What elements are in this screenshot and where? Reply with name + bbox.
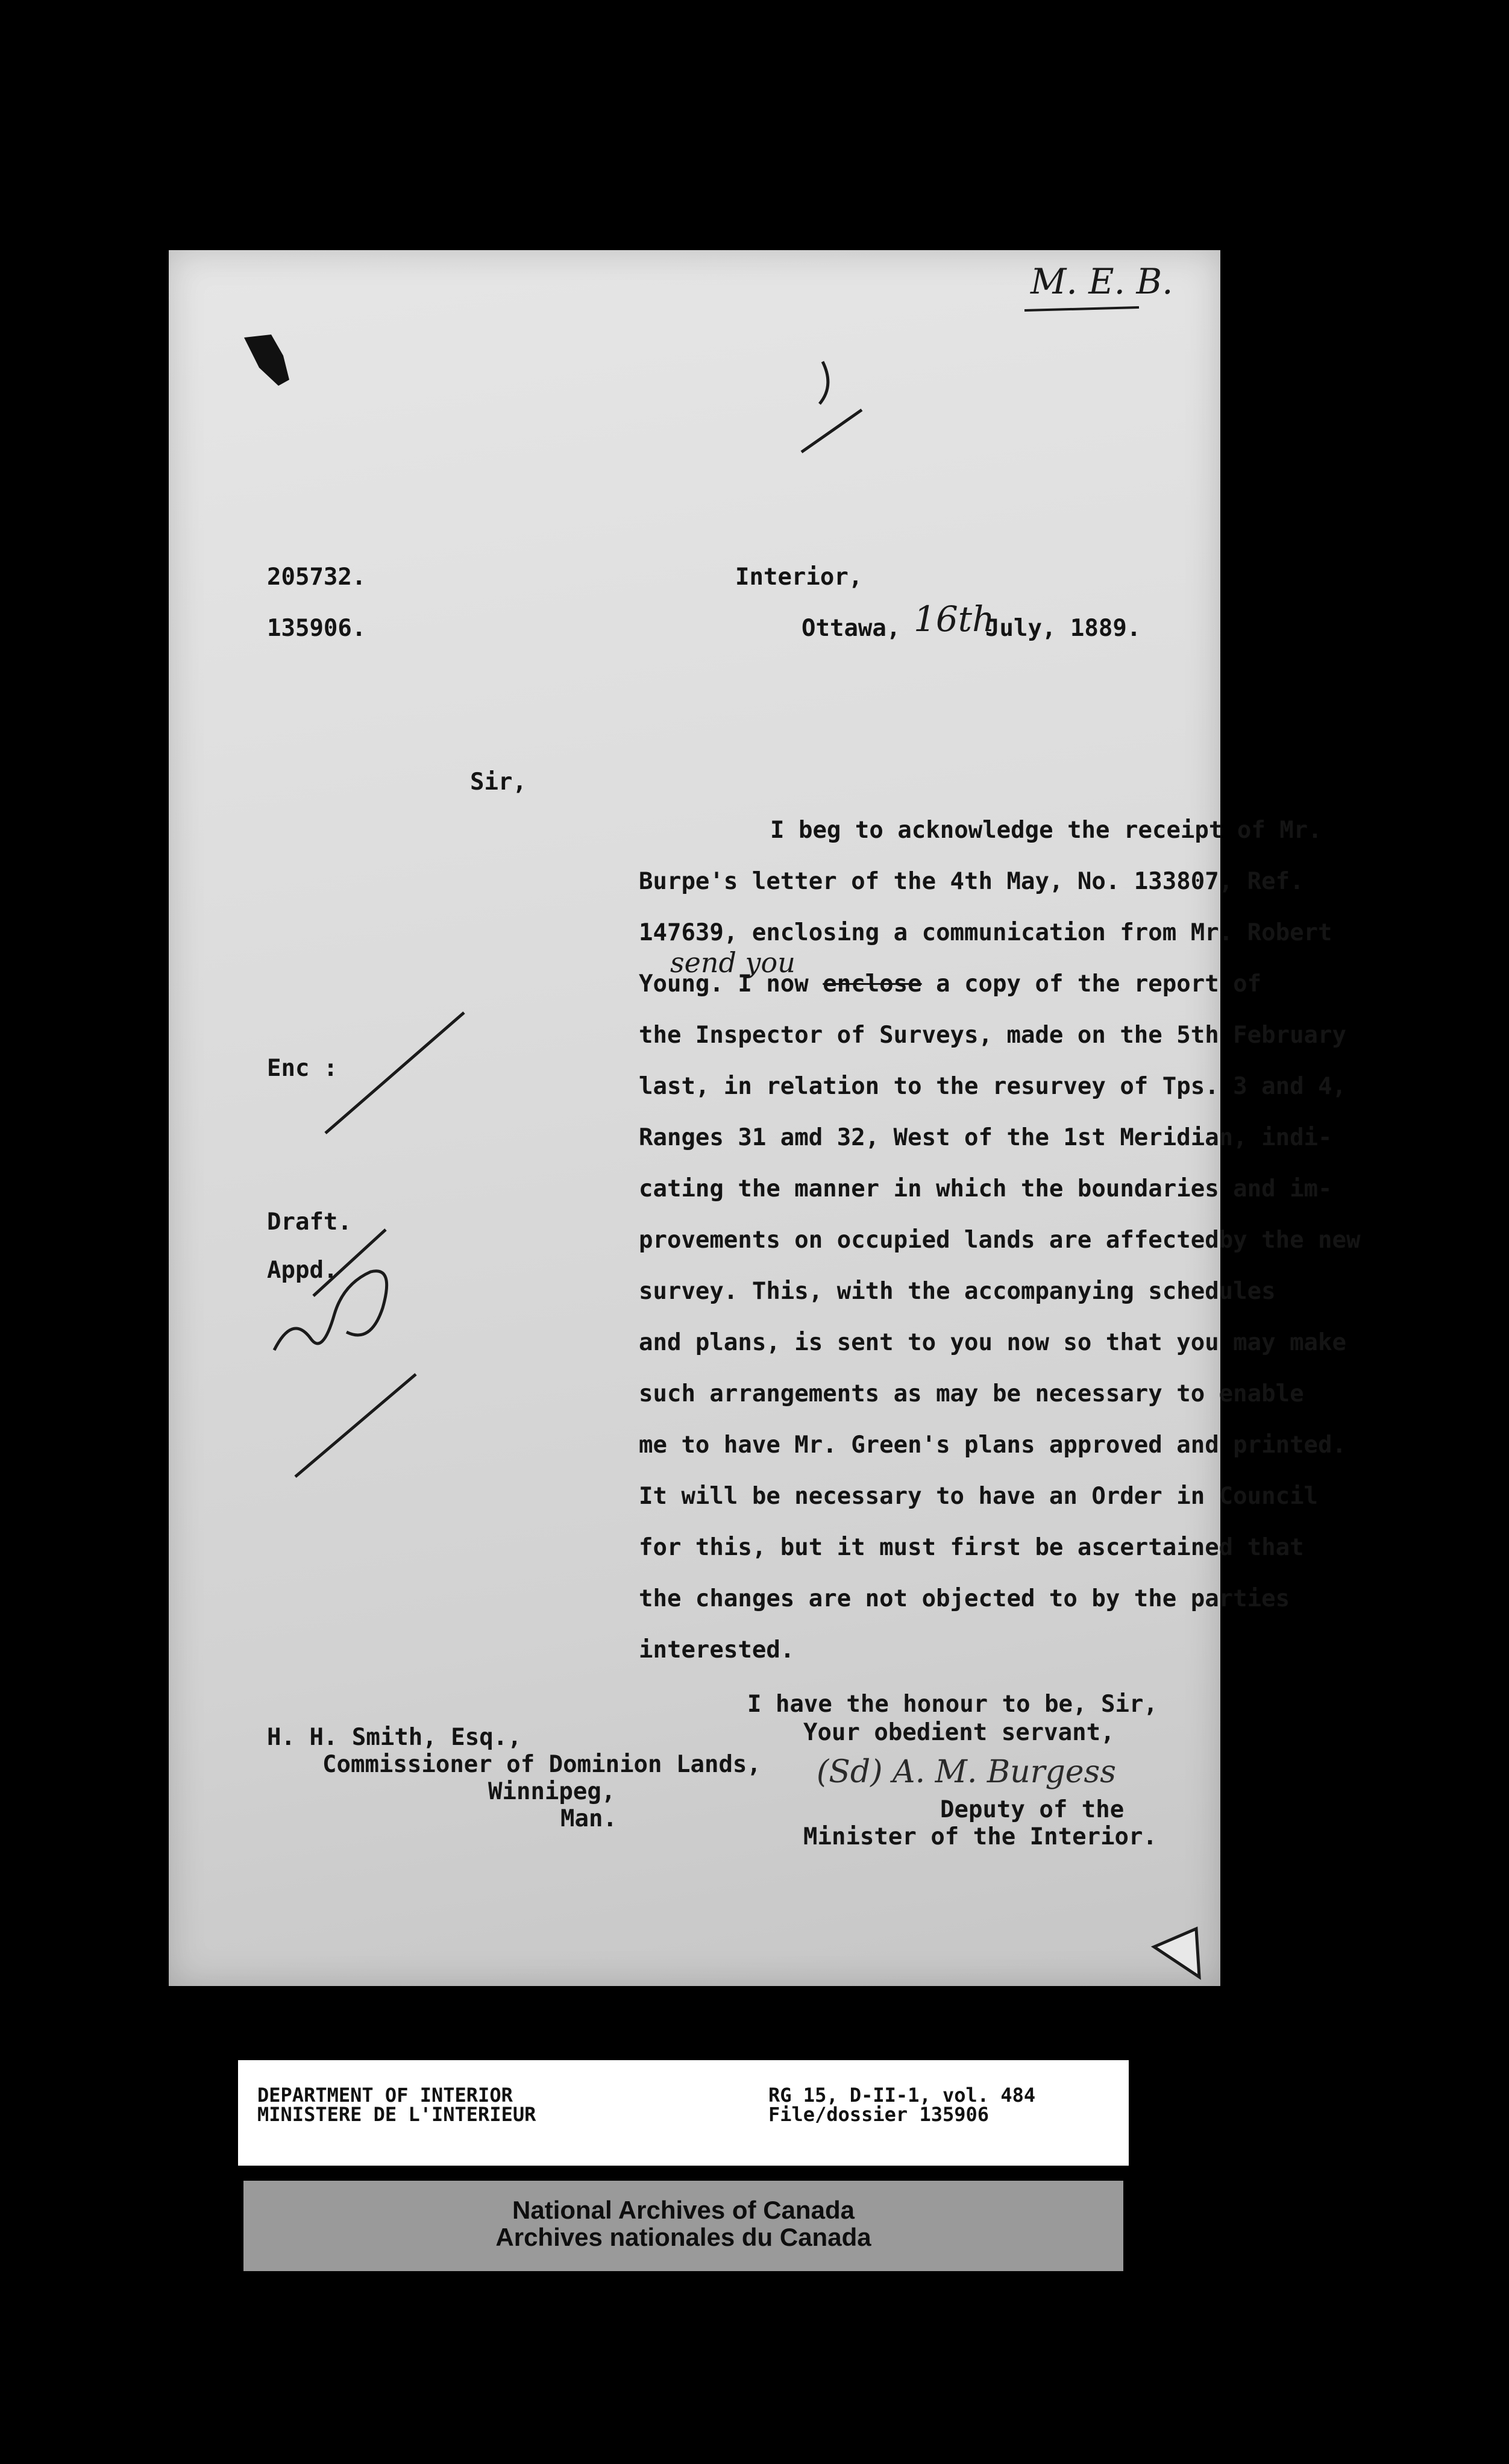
closing-line-2: Your obedient servant, [803,1719,1115,1746]
body-text: for this, but it must first be ascertained that [639,1534,1304,1561]
body-text: Ranges 31 amd 32, West of the 1st Meridian, indi- [639,1124,1332,1151]
date-day-handwritten: 16th [914,599,995,640]
body-line [639,1227,1360,1254]
body-text: cating the manner in which the boundaries and im- [639,1175,1332,1202]
body-text: such arrangements as may be necessary to enable [639,1380,1304,1407]
addressee-province: Man. [560,1805,617,1832]
place-heading: Ottawa, [802,615,901,642]
label-ref: RG 15, D-II-1, vol. 484 [768,2084,1036,2107]
body-text: the Inspector of Surveys, made on the 5th February [639,1022,1346,1049]
body-text: and plans, is sent to you now so that you may make [639,1329,1346,1356]
letter-page [169,250,1361,1986]
margin-enc: Enc : [267,1055,338,1082]
margin-appd: Appd. [267,1257,338,1284]
body-line [639,1124,1332,1151]
body-line [639,1175,1332,1202]
addressee-title: Commissioner of Dominion Lands, [322,1751,761,1778]
corner-annotation: M. E. B. [1031,261,1173,302]
salutation: Sir, [470,768,527,796]
body-line [639,1585,1290,1612]
addressee-city: Winnipeg, [488,1778,616,1805]
body-text: interested. [639,1636,795,1664]
label-dept-en: DEPARTMENT OF INTERIOR [257,2084,513,2107]
margin-draft: Draft. [267,1208,352,1236]
signer-title-2: Minister of the Interior. [803,1823,1157,1850]
body-text: me to have Mr. Green's plans approved and printed. [639,1432,1346,1459]
archive-name-en: National Archives of Canada [512,2196,855,2224]
file-number-2: 135906. [267,615,366,642]
body-line [639,919,1332,946]
body-text: I beg to acknowledge the receipt of Mr. [770,817,1322,844]
department-heading: Interior, [735,564,863,591]
body-text: provements on occupied lands are affectedby the new [639,1227,1361,1254]
signer-title-1: Deputy of the [940,1796,1125,1823]
body-line [639,1022,1346,1049]
closing-line-1: I have the honour to be, Sir, [747,1691,1158,1718]
date-month-year: July, 1889. [985,615,1141,642]
signature: (Sd) A. M. Burgess [817,1754,1116,1790]
body-line [639,1278,1276,1305]
archive-label [238,2060,1129,2166]
archive-banner [243,2181,1123,2271]
body-text: a copy of the report of [921,970,1262,998]
label-file: File/dossier 135906 [768,2103,990,2126]
file-number-1: 205732. [267,564,366,591]
body-text: Young. I now [639,970,823,998]
label-dept-fr: MINISTERE DE L'INTERIEUR [257,2103,536,2126]
body-line [639,868,1304,895]
inserted-words: send you [670,946,795,979]
body-text: 147639, enclosing a communication from Mr. Robert [639,919,1332,946]
body-line [639,1534,1304,1561]
body-line [639,1432,1346,1459]
struck-word: enclose [823,970,922,998]
body-line [639,1073,1346,1100]
body-line [639,1329,1346,1356]
body-text: Burpe's letter of the 4th May, No. 133807, Ref. [639,868,1304,895]
body-line [639,1483,1318,1510]
body-line [639,970,1261,998]
archive-name-fr: Archives nationales du Canada [495,2223,871,2251]
body-line [770,817,1322,844]
body-text: last, in relation to the resurvey of Tps. 3 and 4, [639,1073,1346,1100]
addressee-name: H. H. Smith, Esq., [267,1724,522,1751]
body-line [639,1380,1304,1407]
body-text: It will be necessary to have an Order in Council [639,1483,1319,1510]
body-text: survey. This, with the accompanying schedules [639,1278,1276,1305]
body-line [639,1636,794,1664]
body-text: the changes are not objected to by the parties [639,1585,1290,1612]
